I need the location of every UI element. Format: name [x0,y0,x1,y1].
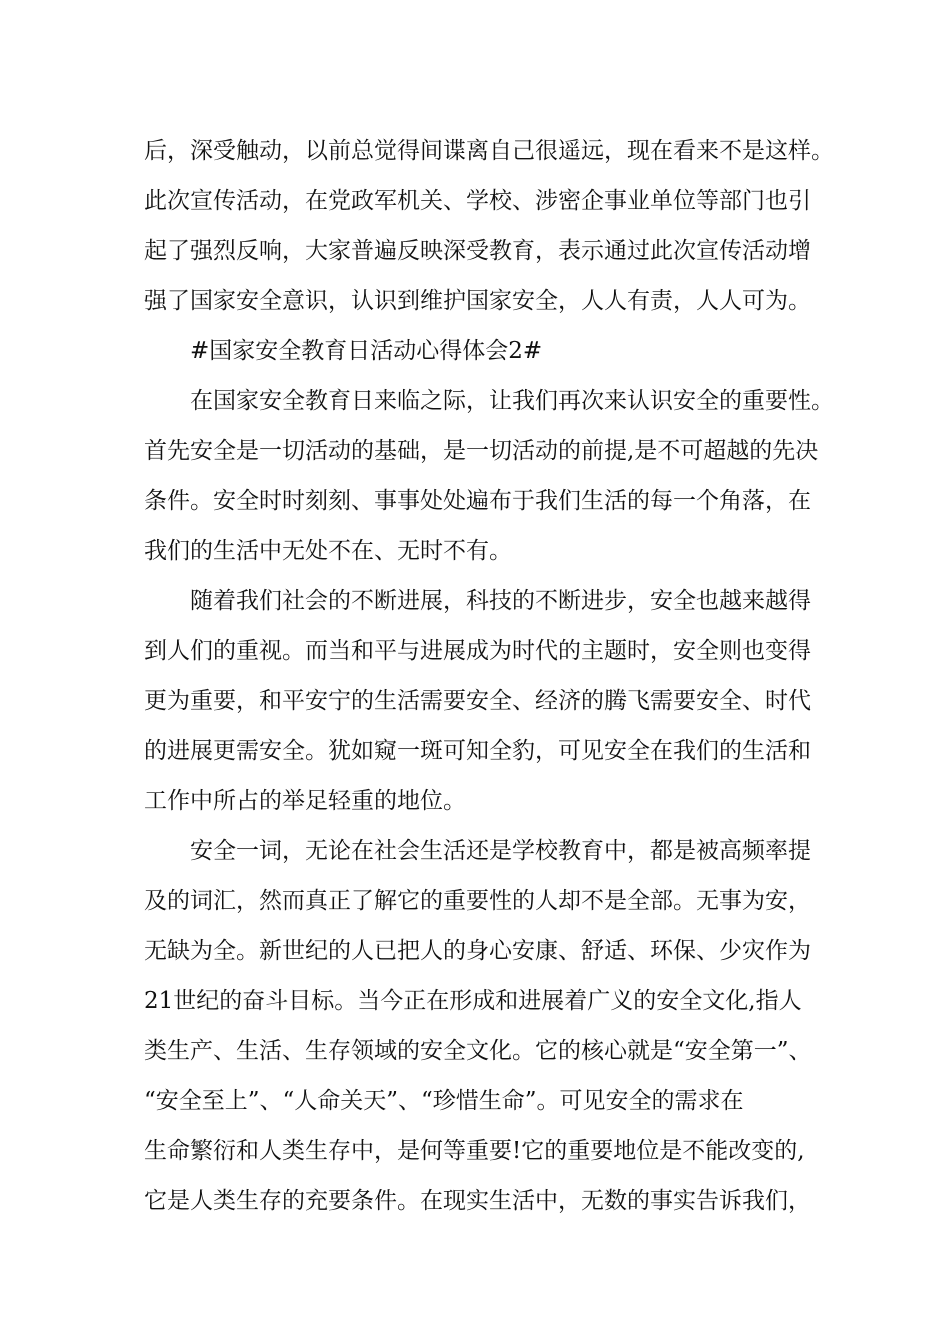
text-line: 安全一词，无论在社会生活还是学校教育中，都是被高频率提 [190,838,811,864]
text-line: 到人们的重视。而当和平与进展成为时代的主题时，安全则也变得 [144,638,811,664]
text-line: 工作中所占的举足轻重的地位。 [144,788,466,814]
text-line: 此次宣传活动，在党政军机关、学校、涉密企事业单位等部门也引 [144,188,811,214]
text-line: 及的词汇，然而真正了解它的重要性的人却不是全部。无事为安， [144,888,811,914]
text-line: 更为重要，和平安宁的生活需要安全、经济的腾飞需要安全、时代 [144,688,811,714]
text-line: 我们的生活中无处不在、无时不有。 [144,538,512,564]
text-line: 无缺为全。新世纪的人已把人的身心安康、舒适、环保、少灾作为 [144,938,811,964]
text-line: 强了国家安全意识，认识到维护国家安全，人人有责，人人可为。 [144,288,811,314]
text-line: 类生产、生活、生存领域的安全文化。它的核心就是“安全第一”、 [144,1038,812,1064]
text-line: 它是人类生存的充要条件。在现实生活中，无数的事实告诉我们， [144,1188,811,1214]
section-heading: #国家安全教育日活动心得体会2# [190,338,543,364]
text-line: 条件。安全时时刻刻、事事处处遍布于我们生活的每一个角落，在 [144,488,811,514]
text-line: 21世纪的奋斗目标。当今正在形成和进展着广义的安全文化,指人 [144,988,802,1014]
text-line: 随着我们社会的不断进展，科技的不断进步，安全也越来越得 [190,588,811,614]
text-line: 生命繁衍和人类生存中，是何等重要!它的重要地位是不能改变的, [144,1138,805,1164]
text-line: 首先安全是一切活动的基础，是一切活动的前提,是不可超越的先决 [144,438,819,464]
text-line: 在国家安全教育日来临之际，让我们再次来认识安全的重要性。 [190,388,834,414]
text-line: 起了强烈反响，大家普遍反映深受教育，表示通过此次宣传活动增 [144,238,811,264]
text-line: “安全至上”、“人命关天”、“珍惜生命”。可见安全的需求在 [144,1088,744,1114]
text-line: 的进展更需安全。犹如窥一斑可知全豹，可见安全在我们的生活和 [144,738,811,764]
text-line: 后，深受触动，以前总觉得间谍离自己很遥远，现在看来不是这样。 [144,138,834,164]
